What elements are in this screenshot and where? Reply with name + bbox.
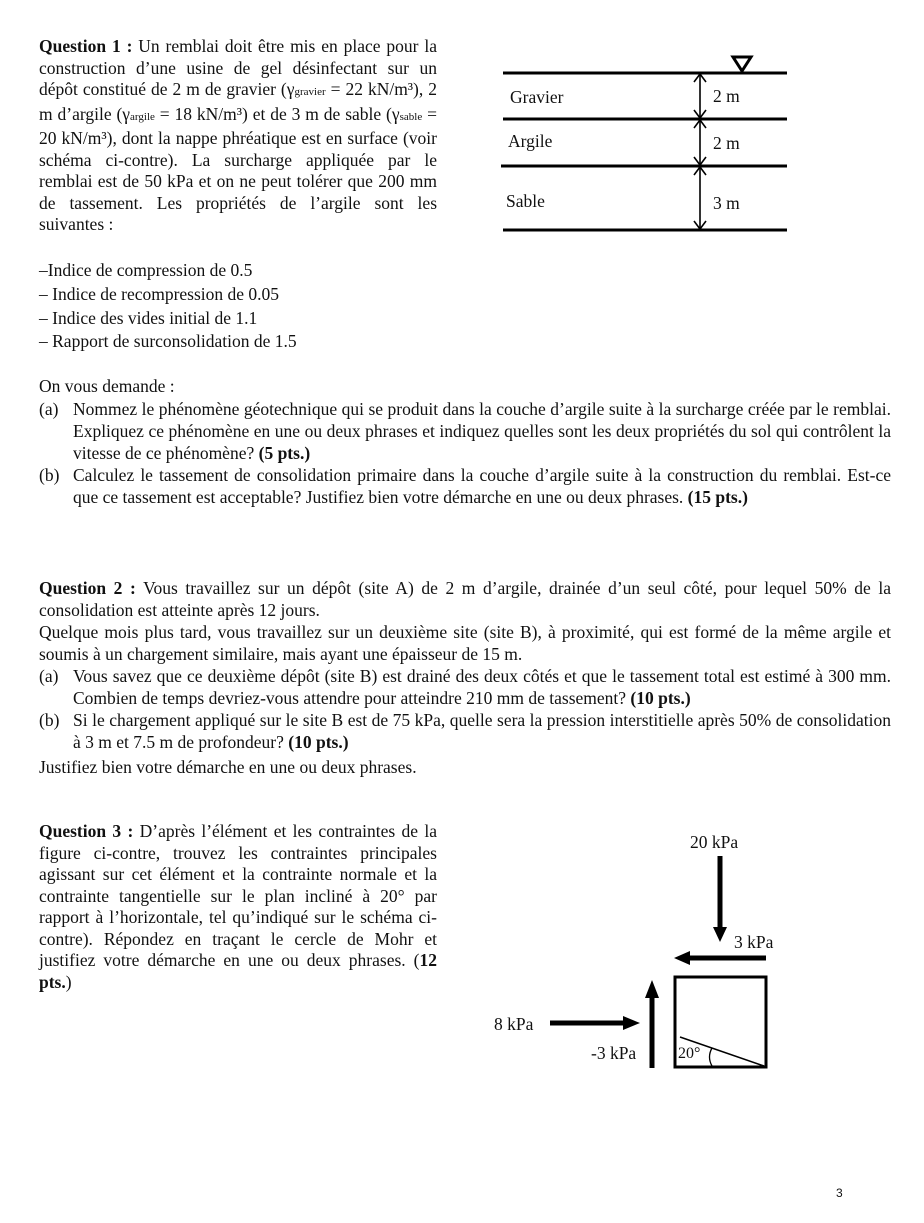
q2-intro2: Quelque mois plus tard, vous travaillez sur un deuxième site (site B), à proximité, qui est formé de la même argile et soumis à un chargement similaire, mais ayant une épaisseur de 15 m. <box>39 622 891 664</box>
q1-ask: On vous demande : <box>39 376 175 396</box>
q1-a-points: (5 pts.) <box>258 443 311 463</box>
arrow-up-icon <box>645 980 659 998</box>
q1-intro: Question 1 : Un remblai doit être mis en place pour la construction d’une usine de gel désinfectant sur un dépôt constitué de 2 m de gravier (γgravier = 22 kN/m³), 2 m d’argile (γargile = 18 kN/m³) et de 3 m de sable (γsable = 20 kN/m³), dont la nappe phréatique est en surface (voir schéma ci-contre). La surcharge appliquée par le remblai est de 50 kPa et on ne peut tolérer que 200 mm de tassement. Les propriétés de l’argile sont les suivantes : <box>39 36 437 234</box>
q2-b-text: Si le chargement appliqué sur le site B est de 75 kPa, quelle sera la pression interstitielle après 50% de consolidation à 3 m et 7.5 m de profondeur? (10 pts.) <box>73 710 891 752</box>
layer-label-sable: Sable <box>506 191 545 211</box>
q1-b-text: Calculez le tassement de consolidation primaire dans la couche d’argile suite à la construction du remblai. Est-ce que ce tassement est acceptable? Justifiez bien votre démarche en une ou deux phrases. (15 pts.) <box>73 465 891 507</box>
q2-b-points: (10 pts.) <box>288 732 349 752</box>
q1-property: – Indice de recompression de 0.05 <box>39 284 280 304</box>
horizontal-stress-label: 8 kPa <box>494 1014 534 1034</box>
water-table-icon <box>733 57 751 71</box>
q1-b-marker: (b) <box>39 465 60 485</box>
q1-property: – Rapport de surconsolidation de 1.5 <box>39 331 297 351</box>
layer-label-argile: Argile <box>508 131 553 151</box>
layer-thickness-argile: 2 m <box>713 133 740 153</box>
q1-b-points: (15 pts.) <box>687 487 748 507</box>
q1-a-text: Nommez le phénomène géotechnique qui se produit dans la couche d’argile suite à la surcharge créée par le remblai. Expliquez ce phénomène en une ou deux phrases et indiquez quelles sont les deux propriétés du sol qui contrôlent la vitesse de ce phénomène? (5 pts.) <box>73 399 891 463</box>
q2-a-points: (10 pts.) <box>630 688 691 708</box>
layer-thickness-gravier: 2 m <box>713 86 740 106</box>
vertical-stress-label: 20 kPa <box>690 832 739 852</box>
q1-property: – Indice des vides initial de 1.1 <box>39 308 258 328</box>
q1-label: Question 1 : <box>39 36 133 56</box>
q1-a-marker: (a) <box>39 399 59 419</box>
arrow-right-icon <box>623 1016 640 1030</box>
arrow-left-icon <box>674 951 690 965</box>
plane-angle-label: 20° <box>678 1045 701 1062</box>
q2-closing: Justifiez bien votre démarche en une ou deux phrases. <box>39 757 417 777</box>
layer-label-gravier: Gravier <box>510 87 564 107</box>
arrow-down-icon <box>713 927 727 942</box>
q2-a-text: Vous savez que ce deuxième dépôt (site B) est drainé des deux côtés et que le tassement total est estimé à 300 mm. Combien de temps devriez-vous attendre pour atteindre 210 mm de tassement? (10 pts.) <box>73 666 891 708</box>
q1-property: –Indice de compression de 0.5 <box>39 260 253 280</box>
q2-a-marker: (a) <box>39 666 59 686</box>
q3-text: Question 3 : D’après l’élément et les contraintes de la figure ci-contre, trouvez les contraintes principales agissant sur cet élément et la contrainte normale et la contrainte tangentielle sur le plan incliné à 20° par rapport à l’horizontale, tel qu’indiqué sur le schéma ci-contre). Répondez en traçant le cercle de Mohr et justifiez votre démarche en une ou deux phrases. (12 pts.) <box>39 821 437 992</box>
top-shear-label: 3 kPa <box>734 932 774 952</box>
side-shear-label: -3 kPa <box>591 1043 637 1063</box>
q2-label: Question 2 : <box>39 578 136 598</box>
page-number: 3 <box>836 1186 843 1200</box>
q3-points: 12 pts. <box>39 950 437 992</box>
q2-intro: Question 2 : Vous travaillez sur un dépôt (site A) de 2 m d’argile, drainée d’un seul côté, pour lequel 50% de la consolidation est atteinte après 12 jours. <box>39 578 891 620</box>
layer-thickness-sable: 3 m <box>713 193 740 213</box>
q3-label: Question 3 : <box>39 821 134 841</box>
q2-b-marker: (b) <box>39 710 60 730</box>
